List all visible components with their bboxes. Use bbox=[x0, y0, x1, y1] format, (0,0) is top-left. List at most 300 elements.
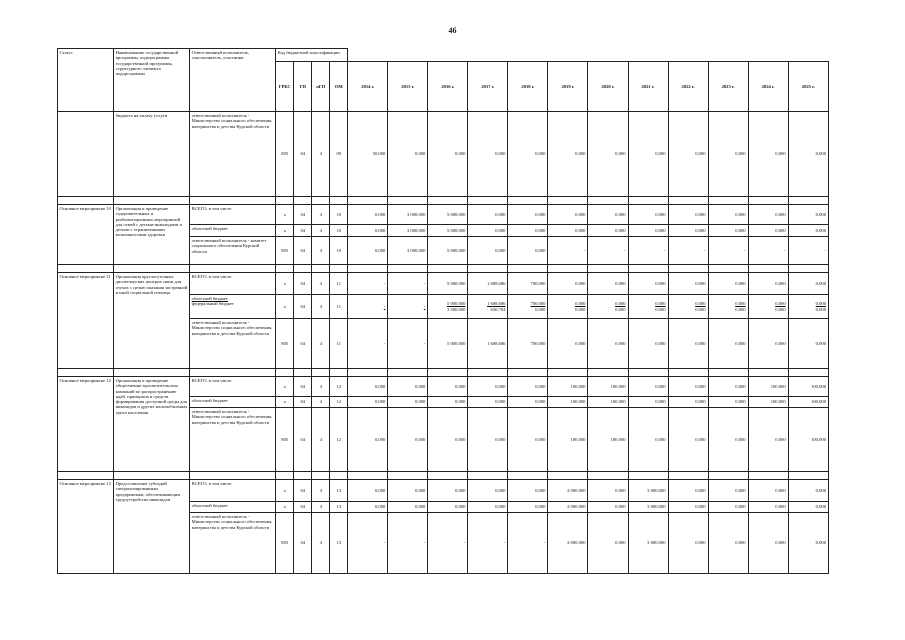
spacer-cell bbox=[628, 369, 668, 377]
header-year-3: 2017 г. bbox=[468, 62, 508, 112]
executor-cell bbox=[190, 205, 276, 225]
executor-cell bbox=[190, 112, 276, 197]
value-cell: 2 000,000 bbox=[548, 480, 588, 502]
code-cell: 11 bbox=[330, 273, 348, 295]
value-cell: 0,000 bbox=[508, 408, 548, 472]
value-cell: 0,000 bbox=[668, 377, 708, 397]
value-cell: 2 000,000 bbox=[548, 502, 588, 513]
spacer-cell bbox=[348, 197, 388, 205]
value-cell: - bbox=[388, 273, 428, 295]
executor-cell bbox=[190, 273, 276, 295]
value-cell: 0,000 bbox=[468, 237, 508, 265]
value-cell: - bbox=[748, 237, 788, 265]
value-cell: 0,000 bbox=[708, 225, 748, 237]
value-cell: 0,000 bbox=[388, 112, 428, 197]
executor-cell bbox=[190, 480, 276, 502]
value-cell: 0,000 bbox=[348, 377, 388, 397]
header-year-7: 2021 г. bbox=[628, 62, 668, 112]
item-name-cell: Организация и проведение общественно-просветительских кампаний по распространению идей, принципов и средств формирования доступной среды для инвалидов и других маломобильных групп населения bbox=[114, 377, 190, 472]
value-cell: 0,000 bbox=[668, 319, 708, 369]
value-cell: 700,000 bbox=[508, 319, 548, 369]
spacer-cell bbox=[58, 369, 114, 377]
value-cell: 0,000 bbox=[548, 225, 588, 237]
value-cell: 0,000 bbox=[788, 480, 828, 502]
code-cell: 12 bbox=[330, 377, 348, 397]
value-cell bbox=[628, 295, 668, 319]
value-cell: 0,000 bbox=[708, 273, 748, 295]
header-year-2: 2016 г. bbox=[428, 62, 468, 112]
value-cell: 0,000 bbox=[508, 377, 548, 397]
code-cell: х bbox=[276, 480, 294, 502]
spacer-cell bbox=[388, 265, 428, 273]
value-cell: - bbox=[588, 237, 628, 265]
header-year-10: 2024 г. bbox=[748, 62, 788, 112]
spacer-cell bbox=[628, 472, 668, 480]
value-line-2: 0,000 bbox=[815, 306, 826, 312]
spacer-cell bbox=[548, 265, 588, 273]
header-status: Статус bbox=[58, 49, 114, 112]
value-cell: 0,000 bbox=[508, 237, 548, 265]
spacer-cell bbox=[330, 265, 348, 273]
page-number: 46 bbox=[448, 26, 457, 35]
value-line-1: 1 688,686 bbox=[487, 301, 506, 307]
value-cell: 0,000 bbox=[348, 502, 388, 513]
header-code-3: ОМ bbox=[330, 62, 348, 112]
value-cell: 0,000 bbox=[468, 502, 508, 513]
spacer-cell bbox=[330, 472, 348, 480]
value-cell: 100,000 bbox=[788, 377, 828, 397]
executor-text: ВСЕГО, в том числе bbox=[191, 206, 232, 211]
spacer-cell bbox=[330, 197, 348, 205]
spacer-cell bbox=[190, 472, 276, 480]
table-row bbox=[58, 273, 829, 295]
spacer-cell bbox=[388, 197, 428, 205]
value-cell: - bbox=[788, 237, 828, 265]
code-cell: 12 bbox=[330, 408, 348, 472]
code-cell: 04 bbox=[294, 205, 312, 225]
value-cell: 0,000 bbox=[748, 273, 788, 295]
spacer-cell bbox=[388, 472, 428, 480]
value-cell: 0,000 bbox=[468, 377, 508, 397]
code-cell: 13 bbox=[330, 502, 348, 513]
value-cell: 0,000 bbox=[748, 480, 788, 502]
value-cell: 700,000 bbox=[508, 273, 548, 295]
header-code-1: ГП bbox=[294, 62, 312, 112]
value-cell: 0,000 bbox=[548, 112, 588, 197]
header-code-0: ГРБС bbox=[276, 62, 294, 112]
value-cell: 0,000 bbox=[468, 480, 508, 502]
spacer-cell bbox=[276, 472, 294, 480]
spacer-cell bbox=[348, 265, 388, 273]
value-cell: 0,000 bbox=[628, 319, 668, 369]
value-cell: 0,000 bbox=[668, 408, 708, 472]
value-cell bbox=[348, 295, 388, 319]
spacer-cell bbox=[588, 472, 628, 480]
executor-text: ответственный исполнитель - комитет социального обеспечения Курской области bbox=[191, 238, 267, 254]
value-cell: 2 000,000 bbox=[548, 513, 588, 574]
header-year-8: 2022 г. bbox=[668, 62, 708, 112]
value-cell: 0,000 bbox=[668, 513, 708, 574]
code-cell: х bbox=[276, 397, 294, 408]
value-cell: 0,000 bbox=[708, 397, 748, 408]
value-cell: 100,000 bbox=[748, 397, 788, 408]
value-cell bbox=[428, 295, 468, 319]
spacer-cell bbox=[312, 265, 330, 273]
value-cell: 0,000 bbox=[588, 273, 628, 295]
value-cell: 100,000 bbox=[588, 377, 628, 397]
header-year-11: 2025 г. bbox=[788, 62, 828, 112]
spacer-cell bbox=[330, 369, 348, 377]
value-cell: 0,000 bbox=[588, 513, 628, 574]
value-cell: 0,000 bbox=[548, 205, 588, 225]
value-cell: - bbox=[668, 237, 708, 265]
code-cell: 805 bbox=[276, 237, 294, 265]
value-cell: 0,000 bbox=[708, 377, 748, 397]
spacer-row bbox=[58, 369, 829, 377]
spacer-cell bbox=[668, 369, 708, 377]
code-cell: х bbox=[276, 502, 294, 513]
spacer-cell bbox=[708, 369, 748, 377]
value-cell bbox=[588, 295, 628, 319]
value-cell: 0,000 bbox=[748, 225, 788, 237]
spacer-cell bbox=[190, 197, 276, 205]
code-cell: 13 bbox=[330, 513, 348, 574]
value-cell: 0,000 bbox=[788, 205, 828, 225]
header-name: Наименование государственной программы, подпрограммы государственной программы, структурного элемента подпрограммы bbox=[114, 49, 190, 112]
value-cell: 0,000 bbox=[708, 502, 748, 513]
value-line-2: 630,704 bbox=[490, 306, 506, 312]
value-cell: 0,000 bbox=[348, 205, 388, 225]
spacer-cell bbox=[312, 472, 330, 480]
value-cell: 0,000 bbox=[468, 112, 508, 197]
value-cell: 0,000 bbox=[348, 225, 388, 237]
spacer-cell bbox=[748, 369, 788, 377]
code-cell: 805 bbox=[276, 112, 294, 197]
value-cell: - bbox=[428, 513, 468, 574]
value-line-2: 0,000 bbox=[615, 306, 626, 312]
spacer-cell bbox=[428, 369, 468, 377]
status-cell: Основное мероприятие 12 bbox=[58, 377, 114, 472]
value-cell: 0,000 bbox=[508, 397, 548, 408]
spacer-cell bbox=[588, 265, 628, 273]
value-cell: 0,000 bbox=[508, 225, 548, 237]
value-cell: 5 000,000 bbox=[428, 205, 468, 225]
value-cell: 0,000 bbox=[708, 112, 748, 197]
value-cell: 0,000 bbox=[588, 502, 628, 513]
value-line-1: 700,000 bbox=[530, 301, 546, 307]
value-cell: 0,000 bbox=[468, 205, 508, 225]
value-cell: 3 000,000 bbox=[388, 237, 428, 265]
spacer-cell bbox=[58, 472, 114, 480]
value-cell: - bbox=[628, 237, 668, 265]
spacer-cell bbox=[468, 197, 508, 205]
value-cell: 0,000 bbox=[708, 408, 748, 472]
value-line-1: - bbox=[423, 303, 426, 309]
value-cell: 0,000 bbox=[628, 225, 668, 237]
value-cell bbox=[788, 295, 828, 319]
value-cell bbox=[508, 295, 548, 319]
value-cell: 0,000 bbox=[708, 480, 748, 502]
code-cell: 04 bbox=[294, 237, 312, 265]
spacer-cell bbox=[428, 472, 468, 480]
executor-cell bbox=[190, 408, 276, 472]
value-cell: 0,000 bbox=[348, 397, 388, 408]
spacer-cell bbox=[588, 197, 628, 205]
code-cell: 11 bbox=[330, 319, 348, 369]
spacer-cell bbox=[748, 197, 788, 205]
value-line-1: 0,000 bbox=[655, 301, 666, 307]
value-cell: 0,000 bbox=[748, 319, 788, 369]
spacer-cell bbox=[668, 472, 708, 480]
spacer-cell bbox=[508, 265, 548, 273]
item-name-cell: Предоставление субсидий специализированным предприятиям, обеспечивающим трудоустройство инвалидов bbox=[114, 480, 190, 574]
value-cell: 0,000 bbox=[628, 408, 668, 472]
executor-cell bbox=[190, 377, 276, 397]
value-line-1: 5 000,000 bbox=[447, 301, 466, 307]
value-cell: 0,000 bbox=[428, 377, 468, 397]
value-cell: 0,000 bbox=[388, 397, 428, 408]
value-cell bbox=[388, 295, 428, 319]
spacer-row bbox=[58, 472, 829, 480]
table-row bbox=[58, 112, 829, 197]
code-cell: 10 bbox=[330, 225, 348, 237]
value-cell: 0,000 bbox=[348, 237, 388, 265]
value-cell: 0,000 bbox=[388, 377, 428, 397]
spacer-cell bbox=[588, 369, 628, 377]
value-cell bbox=[548, 295, 588, 319]
code-cell: 805 bbox=[276, 513, 294, 574]
executor-cell bbox=[190, 502, 276, 513]
spacer-cell bbox=[348, 369, 388, 377]
code-cell: 04 bbox=[294, 319, 312, 369]
value-cell: - bbox=[348, 513, 388, 574]
value-cell bbox=[468, 295, 508, 319]
spacer-cell bbox=[788, 197, 828, 205]
status-cell: Основное мероприятие 11 bbox=[58, 273, 114, 369]
code-cell: х bbox=[276, 273, 294, 295]
value-cell: 0,000 bbox=[348, 480, 388, 502]
value-cell: 0,000 bbox=[468, 225, 508, 237]
spacer-cell bbox=[628, 265, 668, 273]
header-year-5: 2019 г. bbox=[548, 62, 588, 112]
code-cell: 4 bbox=[312, 237, 330, 265]
header-year-4: 2018 г. bbox=[508, 62, 548, 112]
spacer-cell bbox=[548, 472, 588, 480]
status-cell: Основное мероприятие 13 bbox=[58, 480, 114, 574]
executor-cell bbox=[190, 225, 276, 237]
spacer-cell bbox=[114, 472, 190, 480]
executor-text: ответственный исполнитель - Министерство социального обеспечения, материнства и детства Курской области bbox=[191, 320, 273, 336]
item-name-cell: Организация круглосуточных диспетчерских центров связи для глухих с целью оказания экстренной и иной социальной помощи bbox=[114, 273, 190, 369]
code-cell: 4 bbox=[312, 502, 330, 513]
value-cell: 3 000,000 bbox=[628, 513, 668, 574]
header-year-1: 2015 г. bbox=[388, 62, 428, 112]
value-line-1: 0,000 bbox=[815, 301, 826, 307]
spacer-cell bbox=[508, 472, 548, 480]
value-cell: - bbox=[348, 319, 388, 369]
value-cell: 0,000 bbox=[468, 408, 508, 472]
value-cell: 0,000 bbox=[628, 112, 668, 197]
spacer-cell bbox=[58, 197, 114, 205]
executor-text: ответственный исполнитель - Министерство социального обеспечения, материнства и детства Курской области bbox=[191, 113, 273, 129]
executor-cell bbox=[190, 237, 276, 265]
value-cell: 50,000 bbox=[348, 112, 388, 197]
code-cell: х bbox=[276, 225, 294, 237]
code-cell: 11 bbox=[330, 295, 348, 319]
value-cell: 100,000 bbox=[548, 408, 588, 472]
value-cell: 3 000,000 bbox=[388, 205, 428, 225]
code-cell: 4 bbox=[312, 319, 330, 369]
value-cell: 5 000,000 bbox=[428, 225, 468, 237]
value-cell: 0,000 bbox=[628, 397, 668, 408]
spacer-cell bbox=[312, 369, 330, 377]
executor-text: ВСЕГО, в том числе bbox=[191, 274, 232, 279]
executor-cell bbox=[190, 295, 276, 319]
spacer-cell bbox=[708, 197, 748, 205]
code-cell: 04 bbox=[294, 513, 312, 574]
code-cell: 4 bbox=[312, 273, 330, 295]
value-cell: 0,000 bbox=[748, 408, 788, 472]
code-cell: 04 bbox=[294, 273, 312, 295]
value-cell: 0,000 bbox=[628, 273, 668, 295]
spacer-cell bbox=[668, 265, 708, 273]
executor-text: областной бюджет bbox=[191, 398, 228, 403]
value-cell: 0,000 bbox=[548, 319, 588, 369]
code-cell: х bbox=[276, 377, 294, 397]
spacer-cell bbox=[114, 265, 190, 273]
spacer-row bbox=[58, 197, 829, 205]
value-cell: 0,000 bbox=[588, 112, 628, 197]
value-cell: 0,000 bbox=[788, 225, 828, 237]
value-cell: 0,000 bbox=[508, 205, 548, 225]
spacer-cell bbox=[294, 472, 312, 480]
value-cell: 0,000 bbox=[428, 397, 468, 408]
value-cell: - bbox=[348, 273, 388, 295]
value-line-1: 0,000 bbox=[615, 301, 626, 307]
header-executor: Ответственный исполнитель, соисполнитель, участники bbox=[190, 49, 276, 112]
header-row-1 bbox=[58, 49, 829, 62]
table-row bbox=[58, 377, 829, 397]
value-cell: 0,000 bbox=[788, 502, 828, 513]
code-cell: 04 bbox=[294, 502, 312, 513]
header-code-2: пГП bbox=[312, 62, 330, 112]
value-line-1: - bbox=[383, 303, 386, 309]
value-cell: - bbox=[468, 513, 508, 574]
spacer-cell bbox=[428, 197, 468, 205]
value-cell: 0,000 bbox=[668, 502, 708, 513]
value-cell: 5 000,000 bbox=[428, 319, 468, 369]
value-cell: 0,000 bbox=[428, 112, 468, 197]
value-cell: 0,000 bbox=[588, 205, 628, 225]
code-cell: 4 bbox=[312, 295, 330, 319]
code-cell: 04 bbox=[294, 225, 312, 237]
spacer-cell bbox=[468, 265, 508, 273]
value-cell: 0,000 bbox=[348, 408, 388, 472]
value-cell: 1 688,686 bbox=[468, 319, 508, 369]
executor-text: ВСЕГО, в том числе bbox=[191, 481, 232, 486]
code-cell: 4 bbox=[312, 408, 330, 472]
code-cell: х bbox=[276, 205, 294, 225]
executor-text: ответственный исполнитель - Министерство социального обеспечения, материнства и детства Курской области bbox=[191, 409, 273, 425]
code-cell: 04 bbox=[294, 408, 312, 472]
value-cell: 0,000 bbox=[508, 502, 548, 513]
spacer-cell bbox=[58, 265, 114, 273]
value-line-2: 0,000 bbox=[775, 306, 786, 312]
status-cell bbox=[58, 112, 114, 197]
spacer-cell bbox=[276, 369, 294, 377]
status-cell: Основное мероприятие 10 bbox=[58, 205, 114, 265]
executor-cell bbox=[190, 513, 276, 574]
code-cell: 04 bbox=[294, 377, 312, 397]
executor-text: ответственный исполнитель - Министерство социального обеспечения, материнства и детства Курской области bbox=[191, 514, 273, 530]
spacer-cell bbox=[388, 369, 428, 377]
value-cell: 100,000 bbox=[788, 408, 828, 472]
value-line-2: 3 500,000 bbox=[447, 306, 466, 312]
value-cell: 0,000 bbox=[748, 502, 788, 513]
code-cell: 04 bbox=[294, 397, 312, 408]
value-cell: 1 688,686 bbox=[468, 273, 508, 295]
spacer-cell bbox=[276, 265, 294, 273]
value-cell: 100,000 bbox=[588, 397, 628, 408]
value-cell: 0,000 bbox=[588, 225, 628, 237]
value-cell: 3 000,000 bbox=[388, 225, 428, 237]
value-line-1: 0,000 bbox=[775, 301, 786, 307]
value-cell: 0,000 bbox=[628, 377, 668, 397]
value-cell bbox=[708, 295, 748, 319]
value-cell: 0,000 bbox=[788, 513, 828, 574]
spacer-cell bbox=[276, 197, 294, 205]
spacer-cell bbox=[548, 369, 588, 377]
value-cell bbox=[748, 295, 788, 319]
budget-table bbox=[57, 48, 829, 574]
value-cell: 0,000 bbox=[748, 205, 788, 225]
value-cell: 0,000 bbox=[668, 205, 708, 225]
spacer-cell bbox=[508, 369, 548, 377]
value-cell: - bbox=[548, 237, 588, 265]
spacer-cell bbox=[748, 265, 788, 273]
value-line-2: 0,000 bbox=[655, 306, 666, 312]
value-cell bbox=[668, 295, 708, 319]
value-cell: 0,000 bbox=[468, 397, 508, 408]
code-cell: 4 bbox=[312, 205, 330, 225]
value-line-1: 0,000 bbox=[695, 301, 706, 307]
value-cell: 0,000 bbox=[668, 273, 708, 295]
code-cell: 4 bbox=[312, 225, 330, 237]
code-cell: х bbox=[276, 295, 294, 319]
value-cell: 0,000 bbox=[548, 273, 588, 295]
value-cell: 3 000,000 bbox=[628, 480, 668, 502]
value-cell: 0,000 bbox=[428, 408, 468, 472]
value-cell: 0,000 bbox=[588, 480, 628, 502]
spacer-cell bbox=[348, 472, 388, 480]
spacer-cell bbox=[114, 369, 190, 377]
code-cell: 09 bbox=[330, 112, 348, 197]
executor-text: областной бюджет bbox=[191, 226, 228, 231]
spacer-cell bbox=[548, 197, 588, 205]
spacer-cell bbox=[508, 197, 548, 205]
code-cell: 4 bbox=[312, 513, 330, 574]
code-cell: 805 bbox=[276, 408, 294, 472]
code-cell: 04 bbox=[294, 480, 312, 502]
executor-text: областной бюджет bbox=[191, 503, 228, 508]
value-cell: 0,000 bbox=[508, 112, 548, 197]
value-line-1: 0,000 bbox=[575, 301, 586, 307]
table-row bbox=[58, 205, 829, 225]
value-cell: 0,000 bbox=[668, 480, 708, 502]
header-blank bbox=[348, 49, 829, 62]
value-line-2: 0,000 bbox=[695, 306, 706, 312]
executor-text-2: федеральный бюджет bbox=[191, 301, 234, 307]
